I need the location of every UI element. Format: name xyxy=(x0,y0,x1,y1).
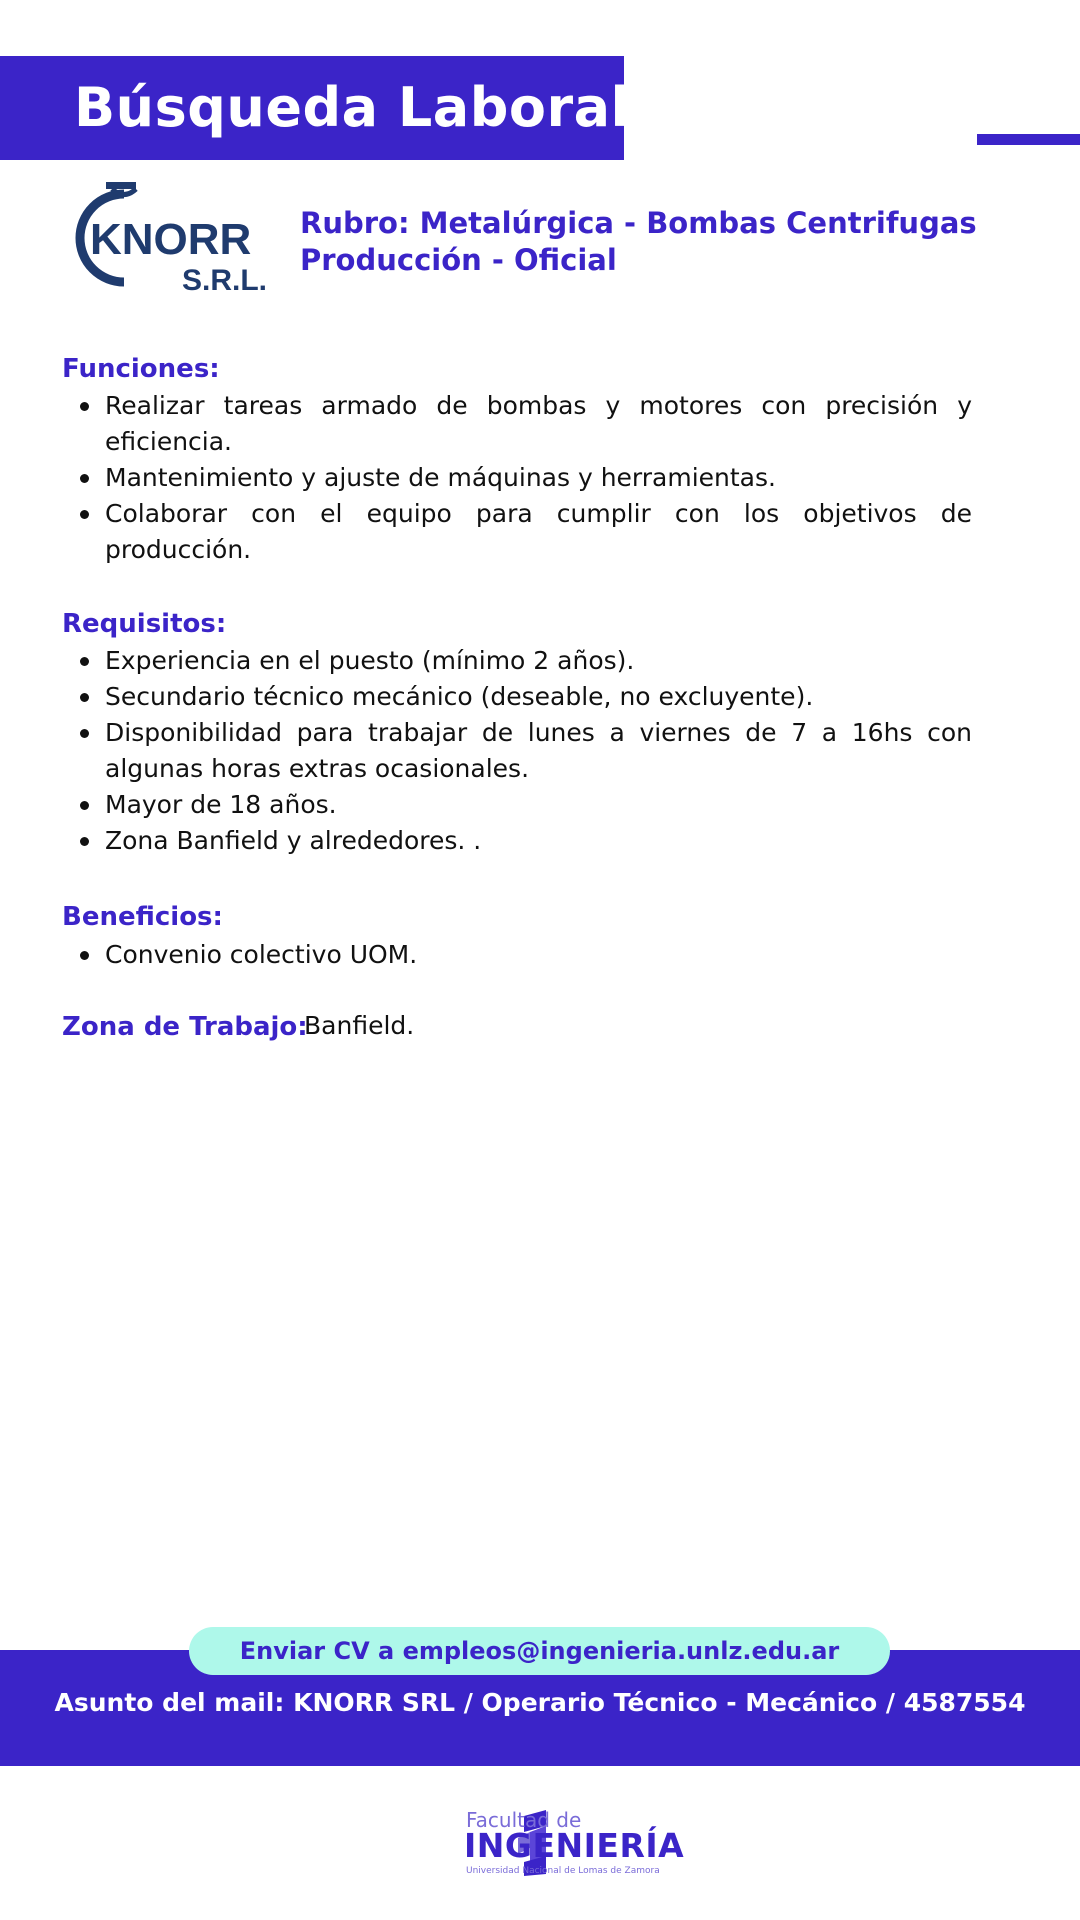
list-item: Experiencia en el puesto (mínimo 2 años). xyxy=(62,643,972,679)
funciones-list xyxy=(62,388,972,568)
beneficios-title: Beneficios: xyxy=(62,902,223,932)
list-item: Disponibilidad para trabajar de lunes a viernes de 7 a 16hs con algunas horas extras ocasionales. xyxy=(62,715,972,787)
list-item: Mantenimiento y ajuste de máquinas y herramientas. xyxy=(62,460,972,496)
email-subject: Asunto del mail: KNORR SRL / Operario Técnico - Mecánico / 4587554 xyxy=(54,1688,1026,1717)
funciones-title: Funciones: xyxy=(62,354,220,384)
requisitos-list xyxy=(62,643,972,859)
job-heading xyxy=(300,205,1040,279)
page-title: Búsqueda Laboral xyxy=(74,76,630,139)
requisitos-title: Requisitos: xyxy=(62,609,227,639)
knorr-logo xyxy=(64,178,286,298)
beneficios-list xyxy=(62,937,972,973)
logo-suffix: S.R.L. xyxy=(182,264,268,297)
send-cv-pill[interactable]: Enviar CV a empleos@ingenieria.unlz.edu.ar xyxy=(189,1627,890,1675)
list-item: Mayor de 18 años. xyxy=(62,787,972,823)
zona-label: Zona de Trabajo: xyxy=(62,1012,308,1042)
list-item: Realizar tareas armado de bombas y motores con precisión y eficiencia. xyxy=(62,388,972,460)
list-item: Secundario técnico mecánico (deseable, no excluyente). xyxy=(62,679,972,715)
list-item: Convenio colectivo UOM. xyxy=(62,937,972,973)
zona-value: Banfield. xyxy=(304,1011,415,1040)
faculty-line2: INGENIERÍA xyxy=(464,1826,685,1865)
rubro-line: Rubro: Metalúrgica - Bombas Centrifugas xyxy=(300,206,977,240)
faculty-line3: Universidad Nacional de Lomas de Zamora xyxy=(466,1866,660,1876)
list-item: Colaborar con el equipo para cumplir con los objetivos de producción. xyxy=(62,496,972,568)
logo-name: KNORR xyxy=(90,215,252,264)
accent-line xyxy=(977,134,1080,145)
position-line: Producción - Oficial xyxy=(300,243,617,277)
faculty-line1: Facultad de xyxy=(466,1808,582,1832)
list-item: Zona Banfield y alrededores. . xyxy=(62,823,972,859)
